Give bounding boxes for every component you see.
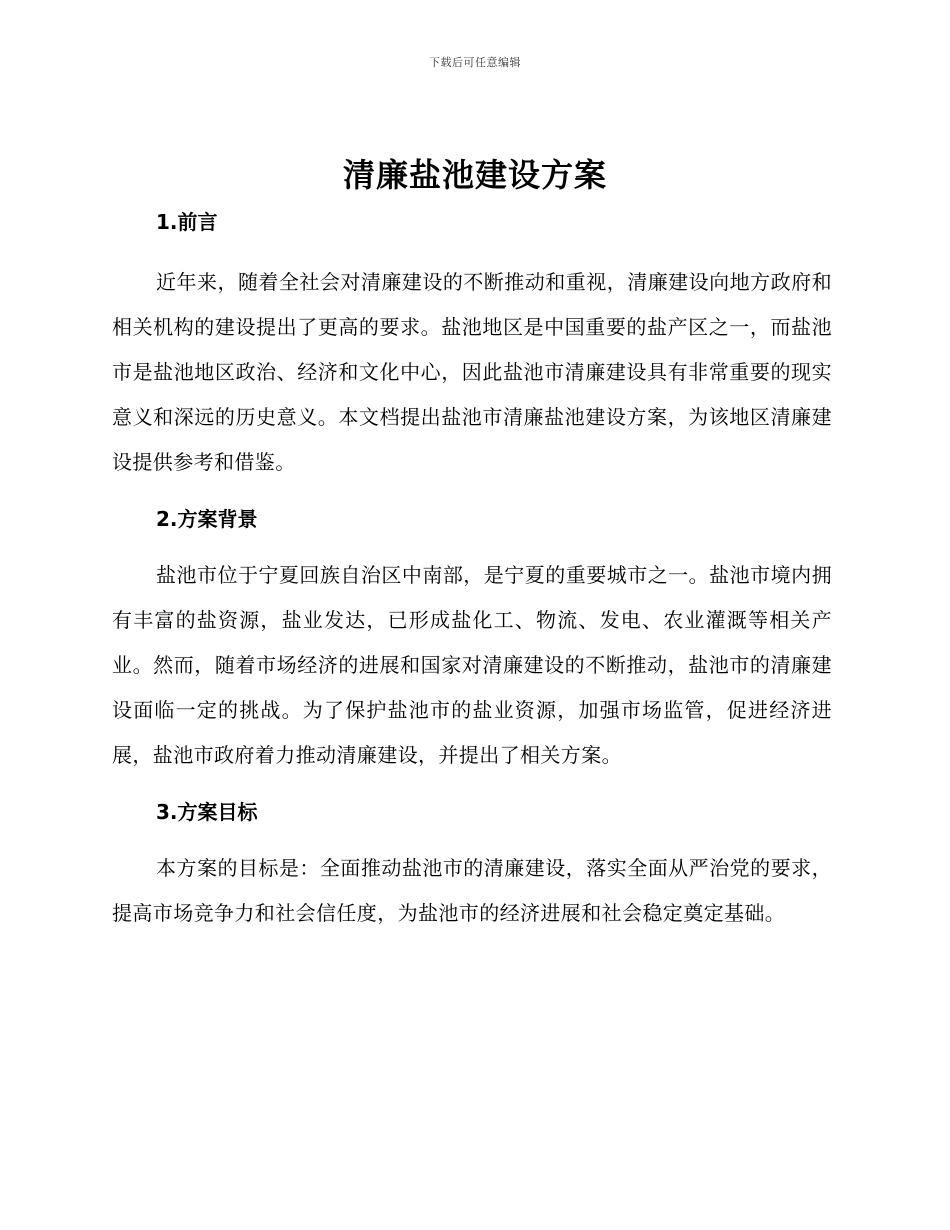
section-paragraph-preface: 近年来，随着全社会对清廉建设的不断推动和重视，清廉建设向地方政府和相关机构的建设提出了更高的要求。盐池地区是中国重要的盐产区之一，而盐池市是盐池地区政治、经济和文化中心，因此盐池市清廉建设具有非常重要的现实意义和深远的历史意义。本文档提出盐池市清廉盐池建设方案，为该地区清廉建设提供参考和借鉴。 [112, 270, 832, 474]
header-note: 下载后可任意编辑 [429, 56, 521, 69]
document-title: 清廉盐池建设方案 [342, 156, 607, 194]
document-body [112, 204, 832, 936]
section-paragraph-background: 盐池市位于宁夏回族自治区中南部，是宁夏的重要城市之一。盐池市境内拥有丰富的盐资源，盐业发达，已形成盐化工、物流、发电、农业灌溉等相关产业。然而，随着市场经济的进展和国家对清廉建设的不断推动，盐池市的清廉建设面临一定的挑战。为了保护盐池市的盐业资源，加强市场监管，促进经济进展，盐池市政府着力推动清廉建设，并提出了相关方案。 [112, 563, 832, 767]
section-heading-preface: 1.前言 [156, 210, 218, 234]
section-heading-goals: 3.方案目标 [156, 800, 258, 824]
section-heading-background: 2.方案背景 [156, 507, 258, 531]
section-paragraph-goals: 本方案的目标是：全面推动盐池市的清廉建设，落实全面从严治党的要求，提高市场竞争力和社会信任度，为盐池市的经济进展和社会稳定奠定基础。 [112, 856, 832, 925]
